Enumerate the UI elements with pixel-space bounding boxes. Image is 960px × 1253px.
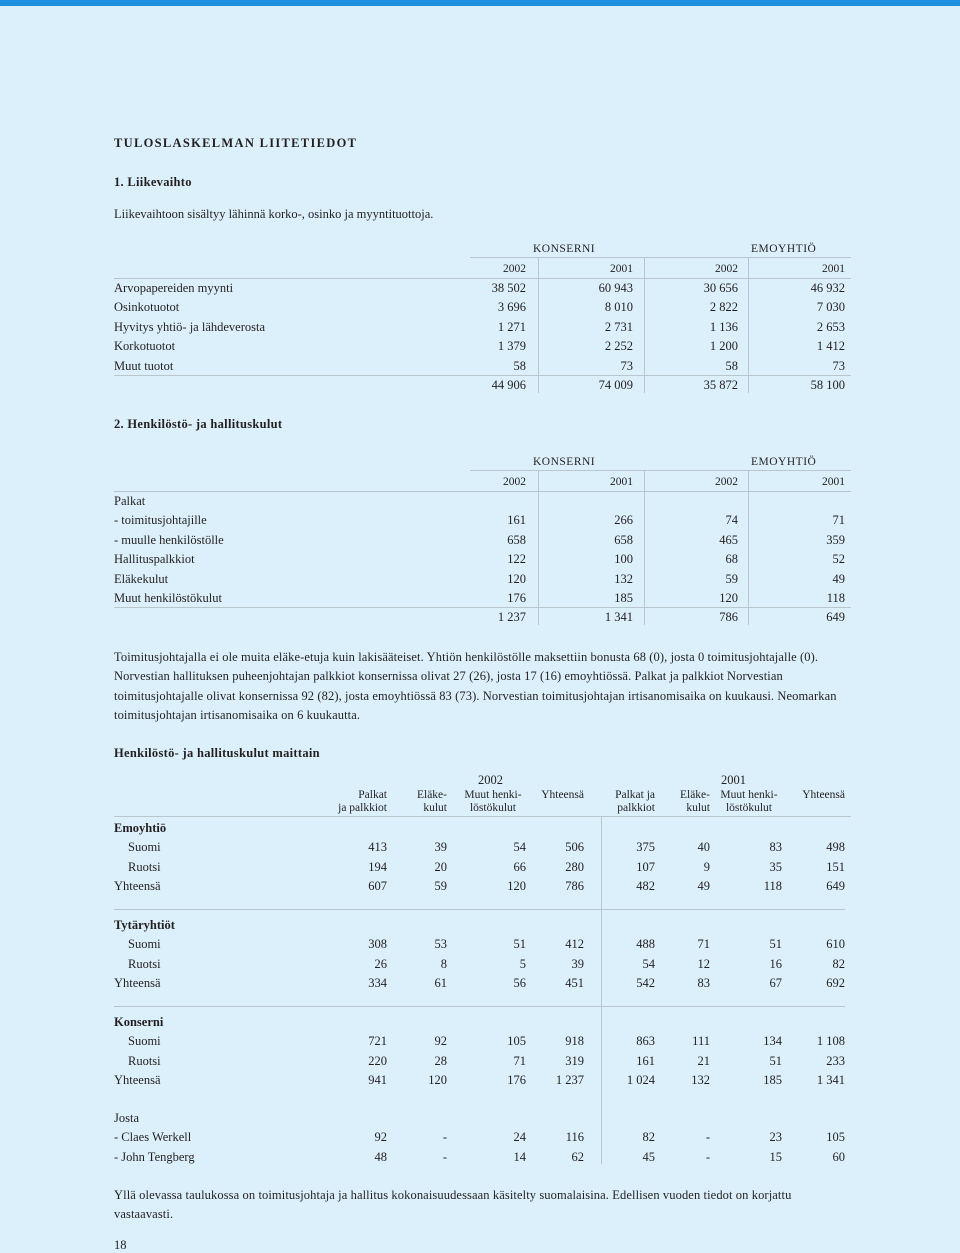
section-2-title: 2. Henkilöstö- ja hallituskulut bbox=[114, 417, 283, 431]
value-cell: 58 bbox=[513, 358, 526, 373]
value-cell: 92 bbox=[434, 1034, 447, 1049]
value-cell: 132 bbox=[691, 1073, 710, 1088]
column-header-line: Muut henki- bbox=[720, 789, 778, 801]
value-cell: 120 bbox=[719, 591, 738, 605]
year-header: 2001 bbox=[610, 263, 633, 275]
value-cell: 66 bbox=[513, 859, 526, 874]
value-cell: 14 bbox=[513, 1149, 526, 1164]
value-cell: 82 bbox=[832, 956, 845, 971]
value-cell: 786 bbox=[565, 879, 584, 894]
value-cell: 610 bbox=[826, 937, 845, 952]
value-cell: 2 822 bbox=[709, 300, 738, 315]
value-cell: 58 bbox=[725, 358, 738, 373]
year-header: 2001 bbox=[822, 263, 845, 275]
value-cell: 39 bbox=[571, 956, 584, 971]
total-cell: 35 872 bbox=[703, 378, 738, 392]
value-cell: 51 bbox=[769, 937, 782, 952]
value-cell: 15 bbox=[769, 1149, 782, 1164]
value-cell: 73 bbox=[620, 358, 633, 373]
value-cell: 118 bbox=[826, 591, 845, 605]
year-rule bbox=[114, 278, 851, 279]
row-label: Palkat bbox=[114, 494, 146, 508]
value-cell: 105 bbox=[507, 1034, 526, 1049]
value-cell: 863 bbox=[636, 1034, 655, 1049]
value-cell: 2 252 bbox=[604, 339, 633, 354]
row-label: Arvopapereiden myynti bbox=[114, 281, 234, 295]
value-cell: 56 bbox=[513, 976, 526, 991]
group-rule bbox=[470, 470, 851, 471]
year-2002-header: 2002 bbox=[478, 773, 503, 787]
column-header bbox=[775, 789, 845, 802]
row-label: Osinkotuotot bbox=[114, 300, 180, 315]
josta-title: Josta bbox=[114, 1111, 139, 1125]
total-cell: 1 237 bbox=[497, 610, 526, 625]
row-label: Yhteensä bbox=[114, 879, 161, 894]
value-cell: 92 bbox=[374, 1130, 387, 1145]
value-cell: 451 bbox=[565, 976, 584, 991]
value-cell: 9 bbox=[703, 859, 710, 874]
value-cell: 83 bbox=[697, 976, 710, 991]
value-cell: 68 bbox=[725, 552, 738, 567]
total-rule bbox=[114, 375, 851, 376]
value-cell: 692 bbox=[826, 976, 845, 991]
section-3-title: Henkilöstö- ja hallituskulut maittain bbox=[114, 746, 320, 760]
value-cell: 59 bbox=[725, 571, 738, 586]
row-label: Yhteensä bbox=[114, 976, 161, 991]
section-2-note: Toimitusjohtajalla ei ole muita eläke-etuja kuin lakisääteiset. Yhtiön henkilöstölle maksettiin bonusta 68 (0), josta 0 toimitusjohtajalle (0). Norvestian hallituksen puheenjohtajan palkkiot konsernissa olivat 27 (26), josta 17 (16) emoyhtiössä. Palkat ja palkkiot Norvestian toimitusjohtajalle olivat konsernissa 92 (82), josta emoyhtiössä 83 (73). Norvestian toimitusjohtajan irtisanomisaika on kuukausi. Neomarkan toimitusjohtajan irtisanomisaika on 6 kuukautta. bbox=[114, 650, 837, 723]
value-cell: 658 bbox=[507, 532, 526, 547]
column-header-line: Eläke- bbox=[416, 789, 447, 801]
row-label: Ruotsi bbox=[128, 956, 161, 971]
column-header-line: Eläke- bbox=[679, 789, 710, 801]
column-divider bbox=[538, 258, 539, 393]
value-cell: 107 bbox=[636, 859, 655, 874]
value-cell: 1 136 bbox=[709, 319, 738, 334]
year-header: 2002 bbox=[715, 263, 738, 275]
row-label: Suomi bbox=[128, 937, 161, 952]
value-cell: 49 bbox=[832, 571, 845, 586]
value-cell: 194 bbox=[368, 859, 387, 874]
value-cell: 82 bbox=[642, 1130, 655, 1145]
value-cell: 607 bbox=[368, 879, 387, 894]
value-cell: 161 bbox=[636, 1053, 655, 1068]
value-cell: 48 bbox=[374, 1149, 387, 1164]
value-cell: 5 bbox=[519, 956, 526, 971]
column-divider bbox=[538, 471, 539, 625]
value-cell: 151 bbox=[826, 859, 845, 874]
column-header-line: Yhteensä bbox=[802, 789, 845, 801]
value-cell: 3 696 bbox=[497, 300, 526, 315]
column-header-line: kulut bbox=[423, 802, 447, 814]
value-cell: 52 bbox=[832, 552, 845, 567]
value-cell: 51 bbox=[769, 1053, 782, 1068]
header-rule bbox=[114, 816, 851, 817]
value-cell: 60 943 bbox=[598, 281, 633, 295]
value-cell: 100 bbox=[614, 552, 633, 567]
value-cell: 488 bbox=[636, 937, 655, 952]
value-cell: 233 bbox=[826, 1053, 845, 1068]
value-cell: 2 731 bbox=[604, 319, 633, 334]
row-label: Yhteensä bbox=[114, 1073, 161, 1088]
total-cell: 649 bbox=[826, 610, 845, 625]
row-label: Hyvitys yhtiö- ja lähdeverosta bbox=[114, 319, 266, 334]
value-cell: 176 bbox=[507, 591, 526, 605]
value-cell: 28 bbox=[434, 1053, 447, 1068]
value-cell: 649 bbox=[826, 879, 845, 894]
value-cell: 46 932 bbox=[810, 281, 845, 295]
year-2001-header: 2001 bbox=[721, 773, 746, 787]
value-cell: 319 bbox=[565, 1053, 584, 1068]
year-header: 2001 bbox=[610, 476, 633, 488]
value-cell: 482 bbox=[636, 879, 655, 894]
value-cell: 35 bbox=[769, 859, 782, 874]
value-cell: 185 bbox=[614, 591, 633, 605]
value-cell: 2 653 bbox=[816, 319, 845, 334]
value-cell: 73 bbox=[832, 358, 845, 373]
section-1-intro: Liikevaihtoon sisältyy lähinnä korko-, osinko ja myyntituottoja. bbox=[114, 207, 434, 221]
group-separator bbox=[114, 1006, 845, 1007]
row-label: Suomi bbox=[128, 1034, 161, 1049]
row-label: Ruotsi bbox=[128, 859, 161, 874]
value-cell: 120 bbox=[507, 571, 526, 586]
value-cell: 71 bbox=[832, 513, 845, 528]
column-header-line: löstökulut bbox=[469, 802, 516, 814]
value-cell: 122 bbox=[507, 552, 526, 567]
column-header-line: Palkat bbox=[358, 789, 387, 801]
row-label: - John Tengberg bbox=[114, 1149, 195, 1164]
year-header: 2001 bbox=[822, 476, 845, 488]
value-cell: 1 024 bbox=[626, 1073, 655, 1088]
value-cell: 132 bbox=[614, 571, 633, 586]
top-accent-bar bbox=[0, 0, 960, 6]
value-cell: 498 bbox=[826, 840, 845, 855]
value-cell: 334 bbox=[368, 976, 387, 991]
column-divider bbox=[644, 471, 645, 625]
value-cell: 8 bbox=[440, 956, 447, 971]
total-cell: 44 906 bbox=[491, 378, 526, 392]
value-cell: 1 237 bbox=[555, 1073, 584, 1088]
value-cell: 54 bbox=[513, 840, 526, 855]
value-cell: 1 412 bbox=[816, 339, 845, 354]
section-3-footnote: Yllä olevassa taulukossa on toimitusjohtaja ja hallitus kokonaisuudessaan käsitelty suomalaisina. Edellisen vuoden tiedot on korjattu vastaavasti. bbox=[114, 1188, 792, 1222]
value-cell: 1 379 bbox=[497, 339, 526, 354]
column-header bbox=[716, 789, 782, 815]
value-cell: 24 bbox=[513, 1130, 526, 1145]
column-header-line: ja palkkiot bbox=[338, 802, 387, 814]
value-cell: 62 bbox=[571, 1149, 584, 1164]
value-cell: 59 bbox=[434, 879, 447, 894]
value-cell: 53 bbox=[434, 937, 447, 952]
year-rule bbox=[114, 491, 851, 492]
group-separator bbox=[114, 909, 845, 910]
value-cell: 21 bbox=[697, 1053, 710, 1068]
group-title: Tytäryhtiöt bbox=[114, 918, 175, 932]
value-cell: 38 502 bbox=[491, 281, 526, 295]
value-cell: 220 bbox=[368, 1053, 387, 1068]
value-cell: 40 bbox=[697, 840, 710, 855]
value-cell: 941 bbox=[368, 1073, 387, 1088]
column-divider bbox=[644, 258, 645, 393]
value-cell: 116 bbox=[565, 1130, 584, 1145]
total-cell: 74 009 bbox=[598, 378, 633, 392]
row-label: Muut henkilöstökulut bbox=[114, 591, 222, 605]
column-header-line: Yhteensä bbox=[541, 789, 584, 801]
row-label: - toimitusjohtajille bbox=[114, 513, 207, 528]
value-cell: 49 bbox=[697, 879, 710, 894]
total-cell: 786 bbox=[719, 610, 738, 625]
year-header: 2002 bbox=[503, 263, 526, 275]
value-cell: 118 bbox=[763, 879, 782, 894]
value-cell: 12 bbox=[697, 956, 710, 971]
value-cell: 7 030 bbox=[816, 300, 845, 315]
value-cell: 60 bbox=[832, 1149, 845, 1164]
value-cell: 542 bbox=[636, 976, 655, 991]
row-label: Muut tuotot bbox=[114, 358, 174, 373]
value-cell: 506 bbox=[565, 840, 584, 855]
value-cell: 1 271 bbox=[497, 319, 526, 334]
column-header-line: löstökulut bbox=[725, 802, 772, 814]
section-1-title: 1. Liikevaihto bbox=[114, 175, 192, 189]
value-cell: - bbox=[705, 1149, 710, 1164]
total-cell: 58 100 bbox=[810, 378, 845, 392]
row-label: Eläkekulut bbox=[114, 571, 169, 586]
value-cell: - bbox=[705, 1130, 710, 1145]
row-label: Korkotuotot bbox=[114, 339, 176, 354]
group-header-emoyhtio: EMOYHTIÖ bbox=[751, 243, 817, 255]
value-cell: 1 108 bbox=[816, 1034, 845, 1049]
value-cell: 465 bbox=[719, 532, 738, 547]
value-cell: 359 bbox=[826, 532, 845, 547]
total-rule bbox=[114, 607, 851, 608]
value-cell: 71 bbox=[513, 1053, 526, 1068]
value-cell: 161 bbox=[507, 513, 526, 528]
row-label: Hallituspalkkiot bbox=[114, 552, 195, 567]
column-header-line: Palkat ja bbox=[615, 789, 655, 801]
value-cell: 30 656 bbox=[703, 281, 738, 295]
value-cell: 413 bbox=[368, 840, 387, 855]
value-cell: 918 bbox=[565, 1034, 584, 1049]
column-header-line: kulut bbox=[686, 802, 710, 814]
value-cell: 412 bbox=[565, 937, 584, 952]
value-cell: 658 bbox=[614, 532, 633, 547]
value-cell: 45 bbox=[642, 1149, 655, 1164]
group-rule bbox=[470, 257, 851, 258]
value-cell: 176 bbox=[507, 1073, 526, 1088]
value-cell: 74 bbox=[725, 513, 738, 528]
value-cell: 375 bbox=[636, 840, 655, 855]
row-label: - Claes Werkell bbox=[114, 1130, 192, 1145]
value-cell: 721 bbox=[368, 1034, 387, 1049]
row-label: Ruotsi bbox=[128, 1053, 161, 1068]
value-cell: 111 bbox=[692, 1034, 710, 1049]
value-cell: 266 bbox=[614, 513, 633, 528]
value-cell: 16 bbox=[769, 956, 782, 971]
page-number: 18 bbox=[114, 1238, 127, 1252]
value-cell: 105 bbox=[826, 1130, 845, 1145]
value-cell: 120 bbox=[428, 1073, 447, 1088]
row-label: - muulle henkilöstölle bbox=[114, 532, 224, 547]
value-cell: 1 200 bbox=[709, 339, 738, 354]
column-header-line: palkkiot bbox=[617, 802, 655, 814]
value-cell: 8 010 bbox=[604, 300, 633, 315]
row-label: Suomi bbox=[128, 840, 161, 855]
value-cell: 71 bbox=[697, 937, 710, 952]
value-cell: 20 bbox=[434, 859, 447, 874]
value-cell: 26 bbox=[374, 956, 387, 971]
value-cell: 120 bbox=[507, 879, 526, 894]
value-cell: 39 bbox=[434, 840, 447, 855]
value-cell: 280 bbox=[565, 859, 584, 874]
page-title: TULOSLASKELMAN LIITETIEDOT bbox=[114, 136, 358, 150]
value-cell: 1 341 bbox=[816, 1073, 845, 1088]
column-header bbox=[640, 789, 710, 815]
value-cell: 83 bbox=[769, 840, 782, 855]
year-header: 2002 bbox=[503, 476, 526, 488]
group-title: Emoyhtiö bbox=[114, 821, 167, 835]
value-cell: - bbox=[442, 1149, 447, 1164]
value-cell: 23 bbox=[769, 1130, 782, 1145]
value-cell: - bbox=[442, 1130, 447, 1145]
value-cell: 51 bbox=[513, 937, 526, 952]
year-header: 2002 bbox=[715, 476, 738, 488]
value-cell: 185 bbox=[763, 1073, 782, 1088]
column-divider bbox=[748, 471, 749, 625]
column-divider bbox=[748, 258, 749, 393]
column-header bbox=[377, 789, 447, 815]
column-header-line: Muut henki- bbox=[464, 789, 522, 801]
value-cell: 308 bbox=[368, 937, 387, 952]
total-cell: 1 341 bbox=[604, 610, 633, 625]
column-header bbox=[514, 789, 584, 802]
value-cell: 134 bbox=[763, 1034, 782, 1049]
value-cell: 54 bbox=[642, 956, 655, 971]
group-header-konserni: KONSERNI bbox=[533, 456, 596, 468]
year-divider bbox=[601, 817, 602, 1164]
group-header-emoyhtio: EMOYHTIÖ bbox=[751, 456, 817, 468]
value-cell: 61 bbox=[434, 976, 447, 991]
group-header-konserni: KONSERNI bbox=[533, 243, 596, 255]
value-cell: 67 bbox=[769, 976, 782, 991]
group-title: Konserni bbox=[114, 1015, 164, 1029]
